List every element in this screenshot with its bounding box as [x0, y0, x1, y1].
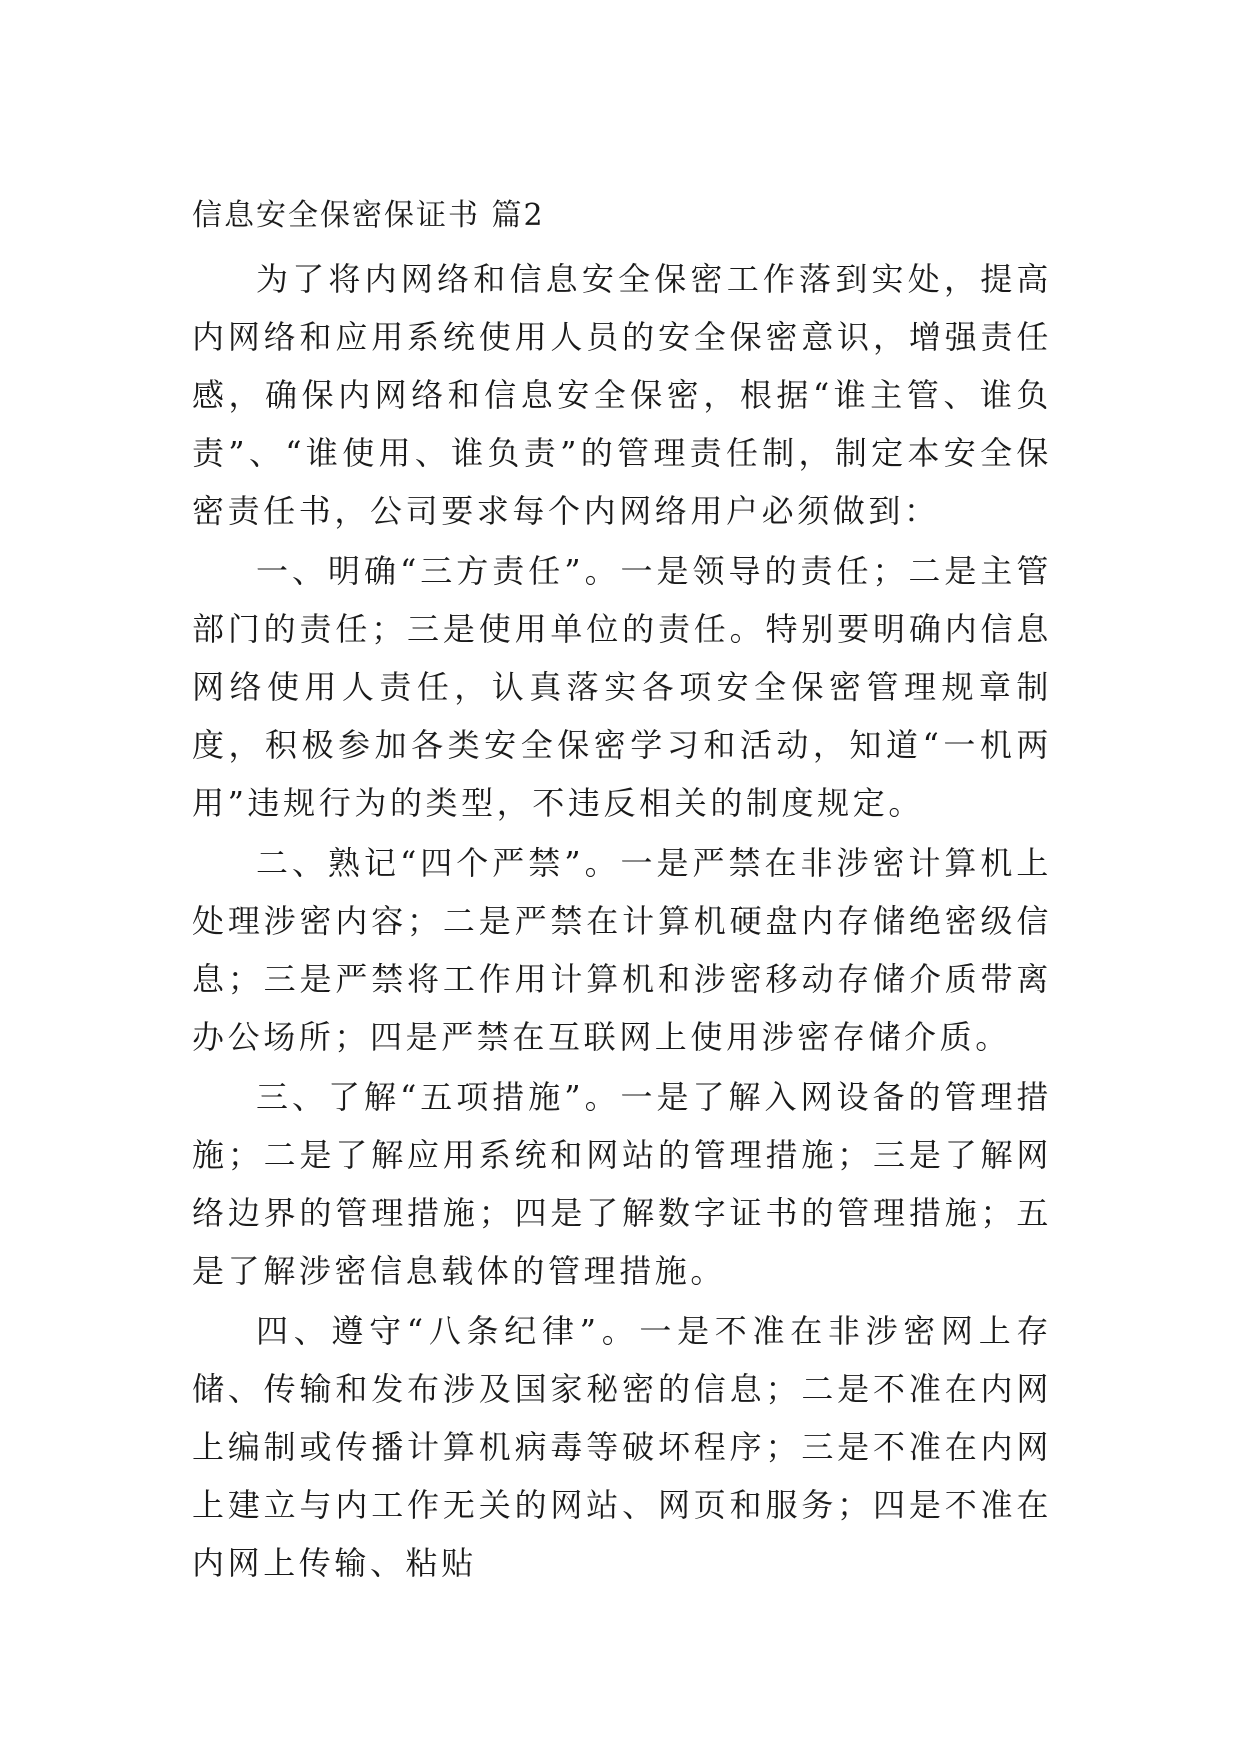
paragraph-four-prohibitions: 二、熟记“四个严禁”。一是严禁在非涉密计算机上处理涉密内容；二是严禁在计算机硬盘内存储绝密级信息；三是严禁将工作用计算机和涉密移动存储介质带离办公场所；四是严禁在互联网上使用涉密存储介质。: [192, 844, 1052, 1056]
document-title: 信息安全保密保证书 篇2: [192, 198, 545, 233]
paragraph-three-responsibilities: 一、明确“三方责任”。一是领导的责任；二是主管部门的责任；三是使用单位的责任。特别要明确内信息网络使用人责任，认真落实各项安全保密管理规章制度，积极参加各类安全保密学习和活动，知道“一机两用”违规行为的类型，不违反相关的制度规定。: [192, 552, 1052, 822]
document-page: [192, 196, 1052, 1594]
paragraph-intro: 为了将内网络和信息安全保密工作落到实处，提高内网络和应用系统使用人员的安全保密意识，增强责任感，确保内网络和信息安全保密，根据“谁主管、谁负责”、“谁使用、谁负责”的管理责任制，制定本安全保密责任书，公司要求每个内网络用户必须做到：: [192, 260, 1052, 530]
paragraph-five-measures: 三、了解“五项措施”。一是了解入网设备的管理措施；二是了解应用系统和网站的管理措施；三是了解网络边界的管理措施；四是了解数字证书的管理措施；五是了解涉密信息载体的管理措施。: [192, 1078, 1052, 1290]
paragraph-eight-disciplines: 四、遵守“八条纪律”。一是不准在非涉密网上存储、传输和发布涉及国家秘密的信息；二是不准在内网上编制或传播计算机病毒等破坏程序；三是不准在内网上建立与内工作无关的网站、网页和服务；四是不准在内网上传输、粘贴: [192, 1312, 1052, 1582]
